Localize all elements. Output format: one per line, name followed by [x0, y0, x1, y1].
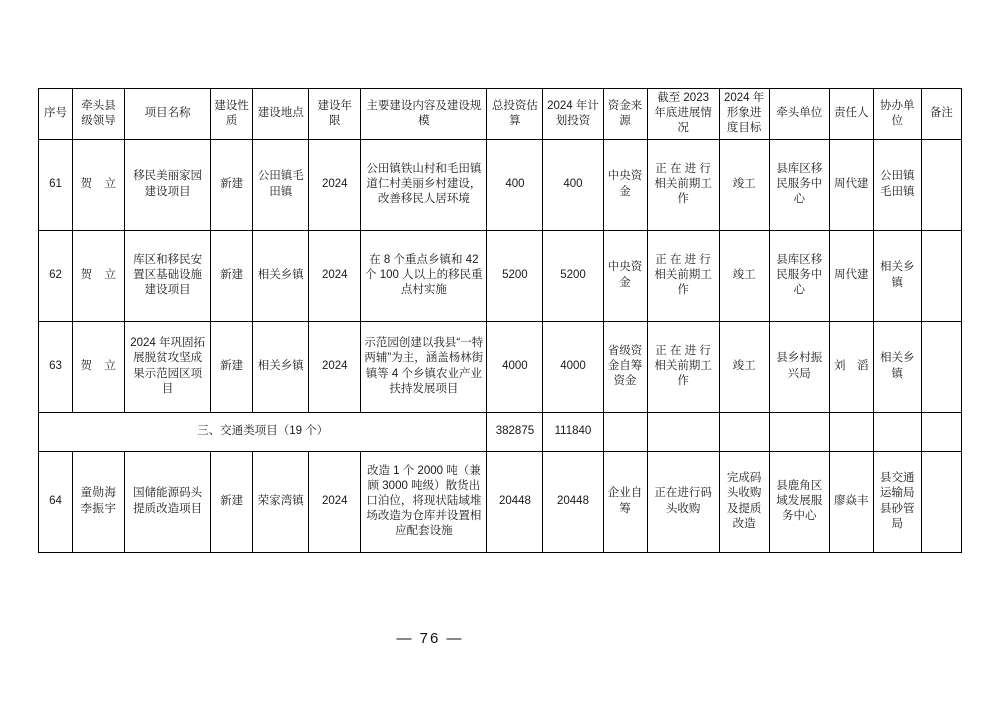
cell-project-name: 库区和移民安置区基础设施建设项目: [125, 230, 211, 321]
cell-leader: 贺 立: [73, 321, 125, 412]
cell-place: 荣家湾镇: [253, 451, 309, 552]
header-target: 2024 年形象进度目标: [719, 89, 769, 140]
section-label: 三、交通类项目（19 个）: [39, 412, 487, 451]
header-place: 建设地点: [253, 89, 309, 140]
header-lead-unit: 牵头单位: [769, 89, 829, 140]
cell-plan-2024: 4000: [543, 321, 603, 412]
cell-project-name: 2024 年巩固拓展脱贫攻坚成果示范园区项目: [125, 321, 211, 412]
cell-target: 完成码头收购及提质改造: [719, 451, 769, 552]
cell-place: 相关乡镇: [253, 321, 309, 412]
cell-remark: [921, 321, 961, 412]
cell-coop-unit: 县交通运输局县砂管局: [873, 451, 921, 552]
cell-nature: 新建: [211, 139, 253, 230]
cell-nature: 新建: [211, 230, 253, 321]
section-blank-person: [829, 412, 873, 451]
header-content: 主要建设内容及建设规模: [361, 89, 487, 140]
cell-lead-unit: 县库区移民服务中心: [769, 139, 829, 230]
cell-total: 20448: [487, 451, 543, 552]
cell-target: 竣工: [719, 230, 769, 321]
cell-lead-unit: 县乡村振兴局: [769, 321, 829, 412]
cell-plan-2024: 400: [543, 139, 603, 230]
section-blank-coop: [873, 412, 921, 451]
cell-target: 竣工: [719, 321, 769, 412]
header-plan-2024: 2024 年计划投资: [543, 89, 603, 140]
cell-years: 2024: [309, 139, 361, 230]
header-remark: 备注: [921, 89, 961, 140]
cell-project-name: 移民美丽家园建设项目: [125, 139, 211, 230]
cell-seq: 61: [39, 139, 73, 230]
cell-content: 改造 1 个 2000 吨（兼顾 3000 吨级）散货出口泊位，将现状陆域堆场改造为仓库并设置相应配套设施: [361, 451, 487, 552]
cell-remark: [921, 451, 961, 552]
cell-leader: 贺 立: [73, 230, 125, 321]
cell-leader: 贺 立: [73, 139, 125, 230]
section-plan-2024: 111840: [543, 412, 603, 451]
cell-person: 刘 滔: [829, 321, 873, 412]
cell-progress: 正 在 进 行 相关前期工作: [647, 139, 719, 230]
cell-coop-unit: 相关乡镇: [873, 321, 921, 412]
header-leader: 牵头县级领导: [73, 89, 125, 140]
cell-target: 竣工: [719, 139, 769, 230]
header-nature: 建设性质: [211, 89, 253, 140]
table-section-row: [39, 412, 962, 451]
header-seq: 序号: [39, 89, 73, 140]
cell-years: 2024: [309, 451, 361, 552]
section-blank-target: [719, 412, 769, 451]
cell-nature: 新建: [211, 451, 253, 552]
cell-seq: 63: [39, 321, 73, 412]
project-table-container: [38, 88, 962, 553]
cell-plan-2024: 5200: [543, 230, 603, 321]
header-project-name: 项目名称: [125, 89, 211, 140]
cell-nature: 新建: [211, 321, 253, 412]
cell-seq: 62: [39, 230, 73, 321]
cell-person: 周代建: [829, 139, 873, 230]
cell-progress: 正 在 进 行 相关前期工作: [647, 230, 719, 321]
cell-seq: 64: [39, 451, 73, 552]
cell-leader: 童勋海李振宇: [73, 451, 125, 552]
cell-person: 周代建: [829, 230, 873, 321]
cell-project-name: 国储能源码头提质改造项目: [125, 451, 211, 552]
section-blank-source: [603, 412, 647, 451]
page-footer: [0, 630, 1000, 647]
cell-progress: 正在进行码头收购: [647, 451, 719, 552]
table-row: [39, 321, 962, 412]
table-header-row: [39, 89, 962, 140]
table-row: [39, 451, 962, 552]
cell-place: 相关乡镇: [253, 230, 309, 321]
section-total: 382875: [487, 412, 543, 451]
cell-lead-unit: 县库区移民服务中心: [769, 230, 829, 321]
cell-plan-2024: 20448: [543, 451, 603, 552]
cell-fund-source: 企业自筹: [603, 451, 647, 552]
header-coop-unit: 协办单位: [873, 89, 921, 140]
cell-content: 公田镇铁山村和毛田镇道仁村美丽乡村建设，改善移民人居环境: [361, 139, 487, 230]
cell-fund-source: 中央资金: [603, 139, 647, 230]
cell-content: 示范园创建以我县“一特两辅”为主，涵盖杨林街镇等 4 个乡镇农业产业扶持发展项目: [361, 321, 487, 412]
header-progress: 截至 2023 年底进展情况: [647, 89, 719, 140]
cell-coop-unit: 相关乡镇: [873, 230, 921, 321]
cell-years: 2024: [309, 230, 361, 321]
cell-content: 在 8 个重点乡镇和 42 个 100 人以上的移民重点村实施: [361, 230, 487, 321]
cell-years: 2024: [309, 321, 361, 412]
table-row: [39, 139, 962, 230]
cell-person: 廖焱丰: [829, 451, 873, 552]
page-number: — 76 —: [396, 630, 464, 647]
cell-place: 公田镇毛田镇: [253, 139, 309, 230]
cell-lead-unit: 县鹿角区域发展服务中心: [769, 451, 829, 552]
cell-remark: [921, 139, 961, 230]
cell-total: 4000: [487, 321, 543, 412]
header-total-investment: 总投资估算: [487, 89, 543, 140]
cell-total: 5200: [487, 230, 543, 321]
cell-coop-unit: 公田镇毛田镇: [873, 139, 921, 230]
section-blank-remark: [921, 412, 961, 451]
header-person: 责任人: [829, 89, 873, 140]
section-blank-progress: [647, 412, 719, 451]
project-table: [38, 88, 962, 553]
cell-progress: 正 在 进 行 相关前期工作: [647, 321, 719, 412]
section-blank-unit: [769, 412, 829, 451]
header-fund-source: 资金来源: [603, 89, 647, 140]
cell-fund-source: 省级资金自筹资金: [603, 321, 647, 412]
header-years: 建设年限: [309, 89, 361, 140]
table-row: [39, 230, 962, 321]
cell-remark: [921, 230, 961, 321]
cell-total: 400: [487, 139, 543, 230]
cell-fund-source: 中央资金: [603, 230, 647, 321]
